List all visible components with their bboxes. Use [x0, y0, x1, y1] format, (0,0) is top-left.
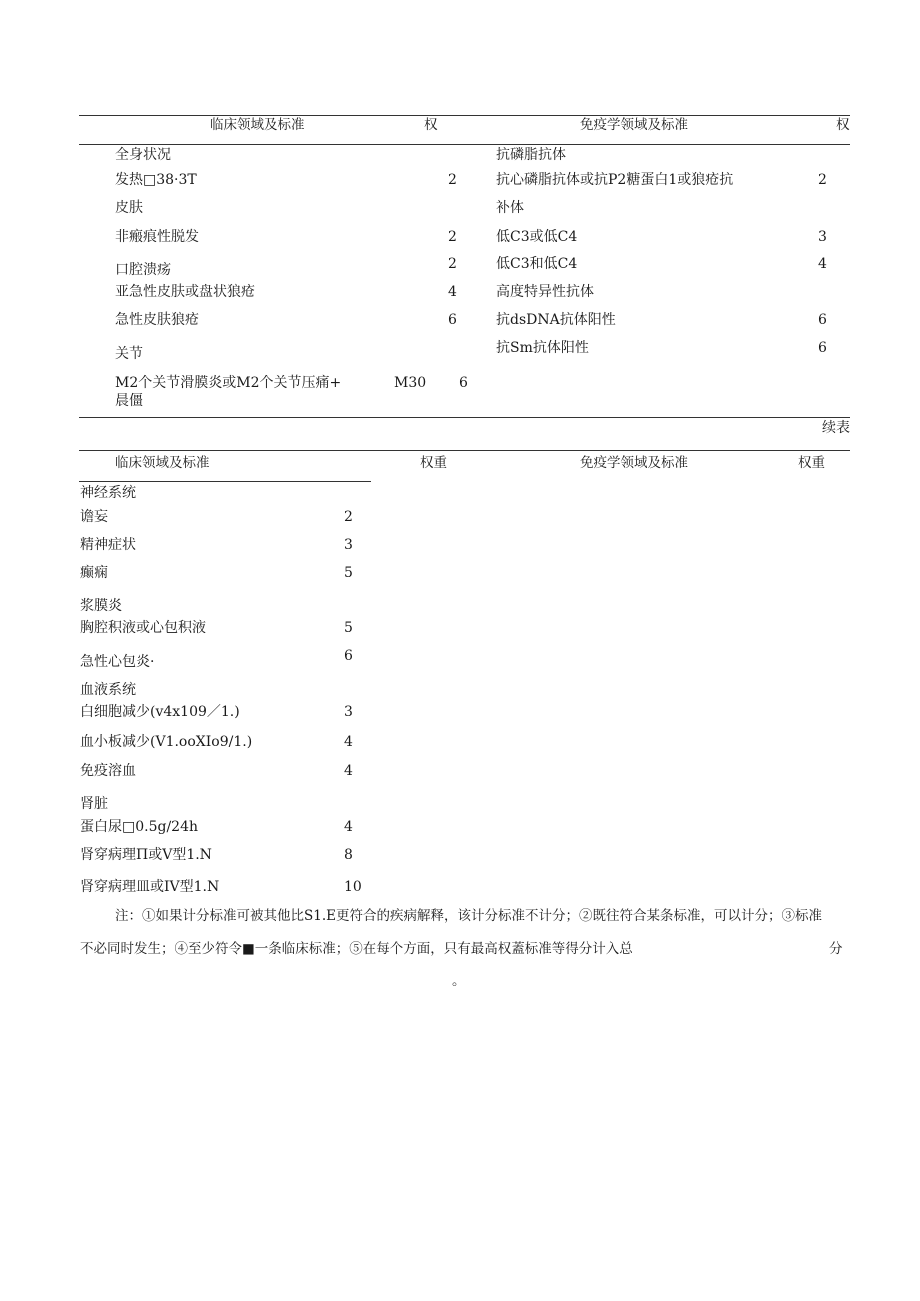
table2-row: 血液系统	[80, 682, 136, 698]
table1-right-value: 6	[818, 340, 827, 356]
table1-left-row: 皮肤	[115, 200, 143, 216]
table1-left-value: 4	[448, 284, 457, 300]
table2-row: 胸腔积液或心包积液	[80, 620, 206, 636]
table2-row: 浆膜炎	[80, 598, 122, 614]
continued-label: 续表	[822, 420, 850, 436]
table1-header-rule	[79, 144, 850, 145]
table2-header-immuno: 免疫学领域及标准	[580, 455, 688, 471]
table2-value: 3	[344, 537, 353, 553]
table2-row: 精神症状	[80, 537, 136, 553]
table2-value: 10	[344, 879, 362, 895]
table2-top-rule	[79, 450, 850, 451]
table2-row: 癫痫	[80, 565, 108, 581]
table2-header-weight-right: 权重	[798, 455, 825, 471]
table2-row: 白细胞减少(v4x109／1.)	[80, 704, 240, 720]
table1-right-row: 抗dsDNA抗体阳性	[496, 312, 616, 328]
table2-header-weight-left: 权重	[420, 455, 447, 471]
table1-right-row: 抗心磷脂抗体或抗P2糖蛋白1或狼疮抗	[496, 172, 734, 188]
table1-left-row: 急性皮肤狼疮	[115, 312, 199, 328]
table1-right-value: 6	[818, 312, 827, 328]
table1-right-value: 3	[818, 229, 827, 245]
table1-right-row: 补体	[496, 200, 524, 216]
table2-value: 6	[344, 648, 353, 664]
table1-left-row: 亚急性皮肤或盘状狼疮	[115, 284, 255, 300]
table2-row: 肾穿病理皿或IV型1.N	[80, 879, 220, 895]
table1-right-value: 4	[818, 256, 827, 272]
table1-left-row: 全身状况	[115, 147, 171, 163]
table1-left-value: 6	[459, 375, 468, 391]
table2-value: 5	[344, 620, 353, 636]
table1-right-row: 低C3和低C4	[496, 256, 578, 272]
table2-header-rule	[79, 481, 371, 482]
table2-value: 2	[344, 509, 353, 525]
table1-header-weight-right: 权	[836, 117, 850, 133]
table1-right-row: 抗Sm抗体阳性	[496, 340, 589, 356]
table2-row: 肾脏	[80, 796, 108, 812]
table2-row: 血小板减少(V1.ooXIo9/1.)	[80, 734, 253, 750]
table2-row: 神经系统	[80, 485, 136, 501]
table1-header-immuno: 免疫学领域及标准	[580, 117, 688, 133]
table1-header-weight-left: 权	[424, 117, 438, 133]
table2-value: 4	[344, 734, 353, 750]
table1-left-value: 2	[448, 229, 457, 245]
table2-row: 谵妄	[80, 509, 108, 525]
table1-left-row: M2个关节滑膜炎或M2个关节压痛+	[115, 375, 342, 391]
table1-right-value: 2	[818, 172, 827, 188]
table2-value: 4	[344, 819, 353, 835]
table1-left-row: 非瘢痕性脱发	[115, 229, 199, 245]
table2-header-clinical: 临床领域及标准	[115, 455, 210, 471]
table2-value: 8	[344, 847, 353, 863]
table2-value: 5	[344, 565, 353, 581]
table1-header-clinical: 临床领域及标准	[210, 117, 305, 133]
note-line-2-end: 分	[829, 941, 843, 957]
table1-bottom-rule	[79, 417, 850, 418]
table1-right-row: 低C3或低C4	[496, 229, 578, 245]
table1-left-value: 2	[448, 172, 457, 188]
table2-value: 3	[344, 704, 353, 720]
table1-left-row: 口腔溃疡	[115, 262, 171, 278]
note-line-1: 注：①如果计分标准可被其他比S1.E更符合的疾病解释，该计分标准不计分；②既往符合某条标准，可以计分；③标准	[115, 908, 822, 924]
table2-row: 肾穿病理П或V型1.N	[80, 847, 212, 863]
table2-row: 免疫溶血	[80, 763, 136, 779]
table1-left-extra: M30	[394, 375, 427, 391]
table2-value: 4	[344, 763, 353, 779]
table1-right-row: 抗磷脂抗体	[496, 147, 566, 163]
table2-row: 急性心包炎·	[80, 654, 155, 670]
table1-left-row: 晨僵	[115, 393, 143, 409]
table1-left-row: 关节	[115, 346, 143, 362]
note-line-2: 不必同时发生；④至少符令■一条临床标准；⑤在每个方面，只有最高权蓋标准等得分计入总	[80, 941, 633, 957]
table1-top-rule	[79, 115, 850, 116]
table1-left-value: 6	[448, 312, 457, 328]
note-line-3: 。	[452, 973, 466, 989]
table1-left-value: 2	[448, 256, 457, 272]
table2-row: 蛋白尿□0.5g∕24h	[80, 819, 199, 835]
table1-left-row: 发热□38·3T	[115, 172, 197, 188]
table1-right-row: 高度特异性抗体	[496, 284, 594, 300]
